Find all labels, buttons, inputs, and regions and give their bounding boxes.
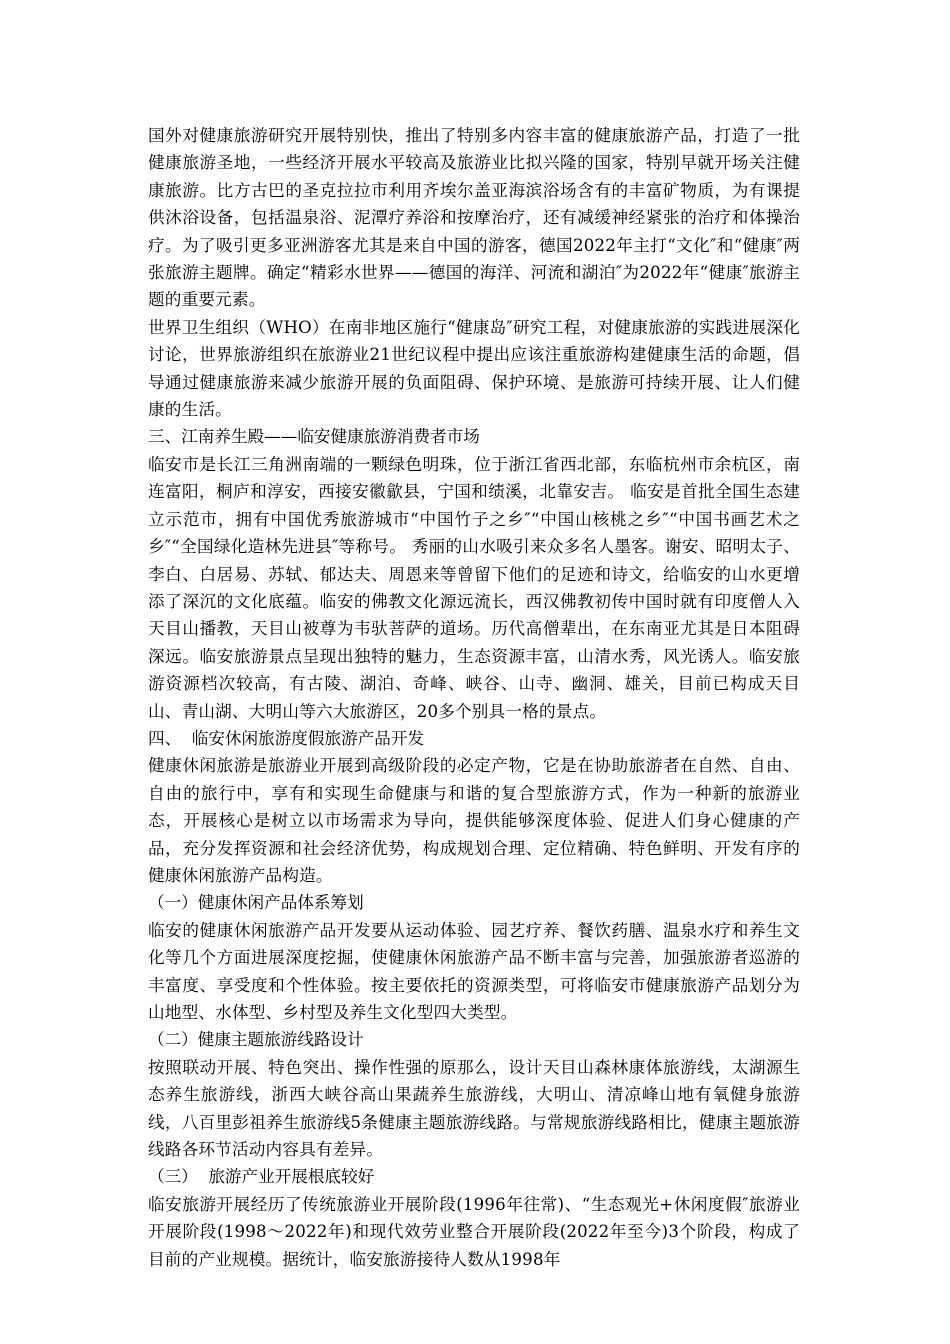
para-route-design: 按照联动开展、特色突出、操作性强的原那么，设计天目山森林康体旅游线，太湖源生态养生旅游线，浙西大峡谷高山果蔬养生旅游线，大明山、清凉峰山地有氧健身旅游线，八百里彭祖养生旅游线5条健康主题旅游线路。与常规旅游线路相比，健康主题旅游线路各环节活动内容具有差异。 [148, 1057, 800, 1160]
para-foreign-health-tourism: 国外对健康旅游研究开展特别快，推出了特别多内容丰富的健康旅游产品，打造了一批健康旅游圣地，一些经济开展水平较高及旅游业比拟兴隆的国家，特别早就开场关注健康旅游。比方古巴的圣克拉拉市利用齐埃尔盖亚海滨浴场含有的丰富矿物质，为有课提供沐浴设备，包括温泉浴、泥潭疗养浴和按摩治疗，还有减缓神经紧张的治疗和体操治疗。为了吸引更多亚洲游客尤其是来自中国的游客，德国2022年主打“文化″和“健康″两张旅游主题牌。确定“精彩水世界——德国的海洋、河流和湖泊″为2022年“健康″旅游主题的重要元素。 [148, 126, 800, 310]
heading-subsection-3: （三） 旅游产业开展根底较好 [148, 1167, 375, 1187]
heading-subsection-2: （二）健康主题旅游线路设计 [148, 1030, 364, 1050]
heading-subsection-1: （一）健康休闲产品体系筹划 [148, 893, 364, 913]
para-health-leisure: 健康休闲旅游是旅游业开展到高级阶段的必定产物，它是在协助旅游者在自然、自由、自由的旅行中，享有和实现生命健康与和谐的复合型旅游方式，作为一种新的旅游业态，开展核心是树立以市场需求为导向，提供能够深度体验、促进人们身心健康的产品，充分发挥资源和社会经济优势，构成规划合理、定位精确、特色鲜明、开发有序的健康休闲旅游产品构造。 [148, 756, 800, 885]
para-product-system: 临安的健康休闲旅游产品开发要从运动体验、园艺疗养、餐饮药膳、温泉水疗和养生文化等几个方面进展深度挖掘，使健康休闲旅游产品不断丰富与完善，加强旅游者巡游的丰富度、享受度和个性体验。按主要依托的资源类型，可将临安市健康旅游产品划分为山地型、水体型、乡村型及养生文化型四大类型。 [148, 920, 800, 1022]
heading-section-3: 三、江南养生殿——临安健康旅游消费者市场 [148, 427, 480, 447]
heading-section-4: 四、 临安休闲旅游度假旅游产品开发 [148, 728, 425, 748]
document-page [148, 122, 800, 1273]
para-who-research: 世界卫生组织（WHO）在南非地区施行“健康岛″研究工程，对健康旅游的实践进展深化讨论，世界旅游组织在旅游业21世纪议程中提出应该注重旅游构建健康生活的命题，倡导通过健康旅游来减少旅游开展的负面阻碍、保护环境、是旅游可持续开展、让人们健康的生活。 [148, 317, 800, 420]
para-industry-foundation: 临安旅游开展经历了传统旅游业开展阶段(1996年往常)、“生态观光+休闲度假″旅游业开展阶段(1998～2022年)和现代效劳业整合开展阶段(2022年至今)3个阶段，构成了目前的产业规模。据统计，临安旅游接待人数从1998年 [148, 1194, 800, 1269]
para-linan-intro: 临安市是长江三角洲南端的一颗绿色明珠，位于浙江省西北部，东临杭州市余杭区，南连富阳，桐庐和淳安，西接安徽歙县，宁国和绩溪，北靠安吉。 临安是首批全国生态建立示范市，拥有中国优秀旅游城市“中国竹子之乡″“中国山核桃之乡″“中国书画艺术之乡″“全国绿化造林先进县″等称号。 秀丽的山水吸引来众多名人墨客。谢安、昭明太子、李白、白居易、苏轼、郁达夫、周恩来等曾留下他们的足迹和诗文，给临安的山水更增添了深沉的文化底蕴。临安的佛教文化源远流长，西汉佛教初传中国时就有印度僧人入天目山播教，天目山被尊为韦驮菩萨的道场。历代高僧辈出，在东南亚尤其是日本阻碍深远。临安旅游景点呈现出独特的魅力，生态资源丰富，山清水秀，风光诱人。临安旅游资源档次较高，有古陵、湖泊、奇峰、峡谷、山寺、幽洞、雄关，目前已构成天目山、青山湖、大明山等六大旅游区，20多个别具一格的景点。 [148, 454, 800, 721]
